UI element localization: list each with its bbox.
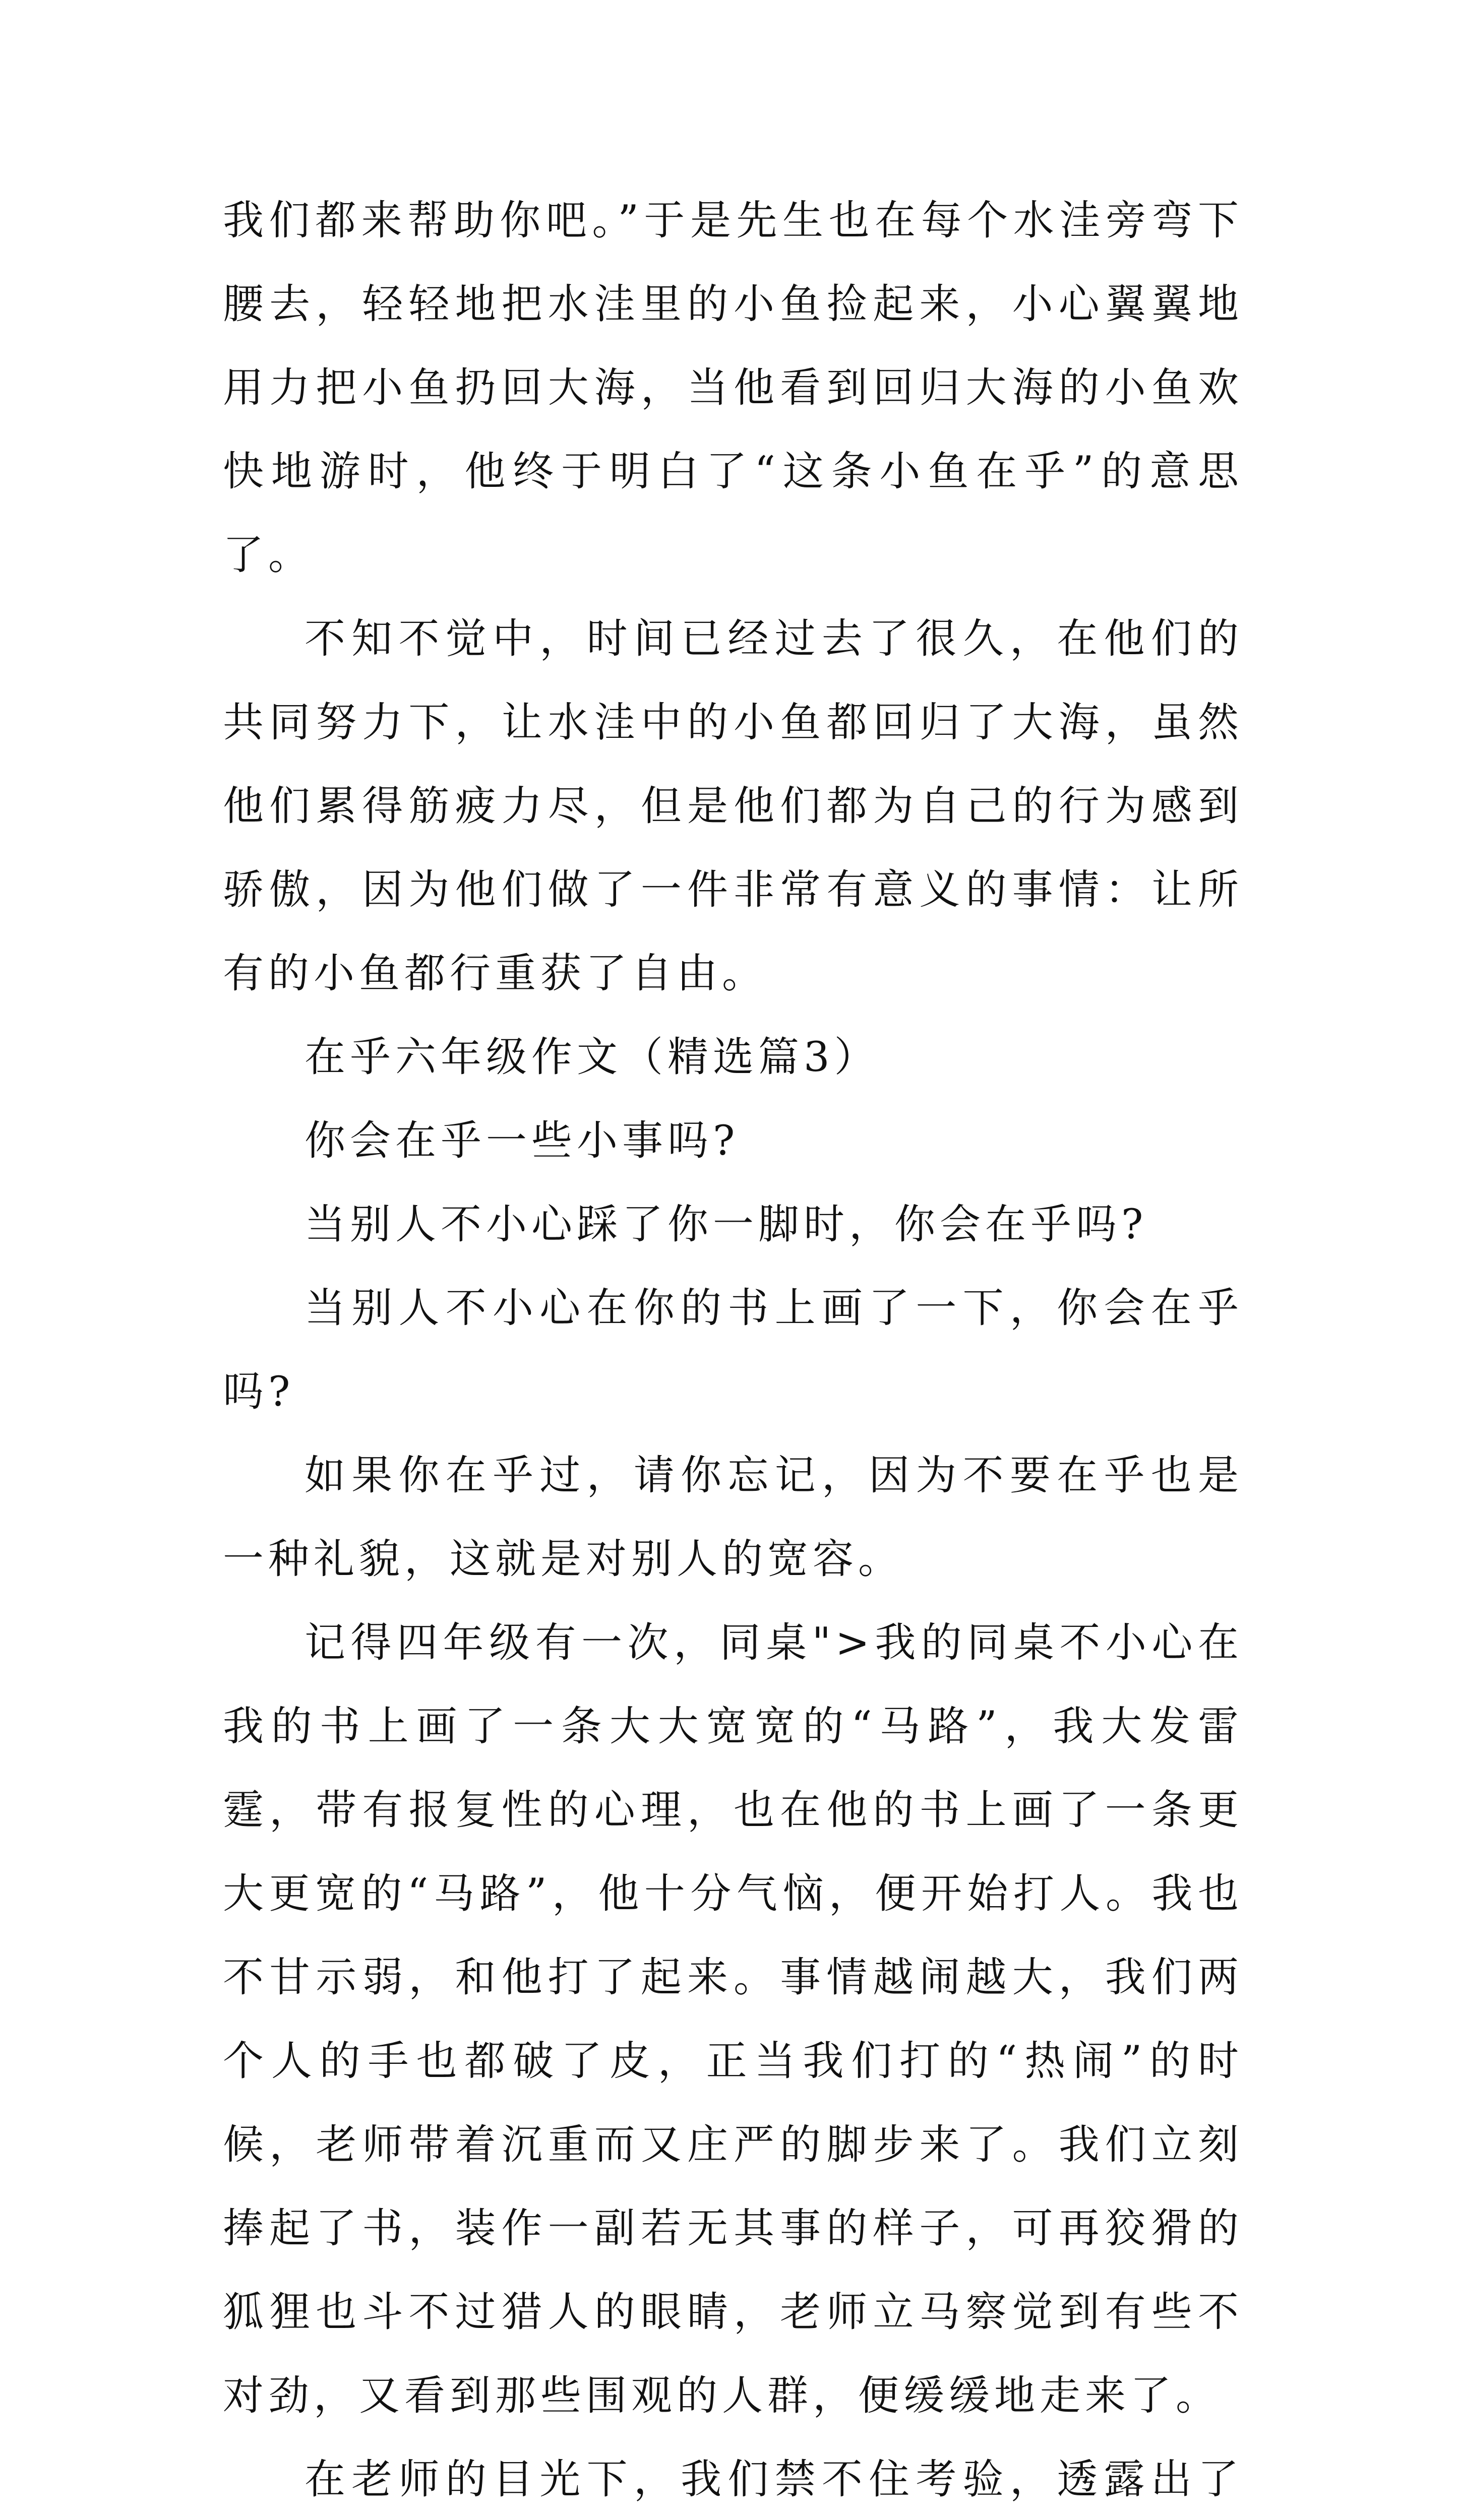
paragraph: 在老师的目光下，我们禁不住考验，透露出了 <box>305 2456 1243 2503</box>
section-heading: 在乎六年级作文（精选篇3） <box>305 1034 880 1081</box>
paragraph: 你会在乎一些小事吗? <box>305 1117 740 1165</box>
paragraph: 如果你在乎过，请你忘记，因为不要在乎也是一种礼貌，这就是对别人的宽容。 <box>223 1452 1243 1583</box>
paragraph: 当别人不小心踩了你一脚时，你会在乎吗? <box>305 1201 1148 1248</box>
paragraph: 不知不觉中，时间已经过去了很久，在他们的共同努力下，让水洼中的小鱼都回归了大海，虽然他们累得筋疲力尽，但是他们都为自己的行为感到骄傲，因为他们做了一件非常有意义的事情：让所有的小鱼都行重获了自由。 <box>223 615 1243 997</box>
paragraph: 当别人不小心在你的书上画了一下，你会在乎吗? <box>223 1285 1243 1416</box>
paragraph: 记得四年级有一次，同桌">我的同桌不小心在我的书上画了一条大大宽宽的“马路”，我大发雷霆，带有报复性的心理，也在他的书上画了一条更大更宽的“马路”，他十分气恼，便开始打人。我也不甘示弱，和他打了起来。事情越闹越大，我们两个人的手也都破了皮，正当我们打的“热闹”的时候，老师带着沉重而又庄严的脚步来了。我们立刻捧起了书，装作一副若无其事的样子，可再狡猾的狐狸也斗不过猎人的眼睛，老师立马察觉到有些不对劲，又看到那些围观的人群，便缓缓地走来了。 <box>223 1619 1243 2420</box>
article-body <box>223 179 1243 2520</box>
paragraph: 我们都来帮助你吧。”于是先生也在每个水洼旁弯下腰去，轻轻地把水洼里的小鱼捡起来，小心翼翼地用力把小鱼扔回大海，当他看到回归大海的小鱼欢快地游时，他终于明白了“这条小鱼在乎”的意思了。 <box>223 197 1243 579</box>
